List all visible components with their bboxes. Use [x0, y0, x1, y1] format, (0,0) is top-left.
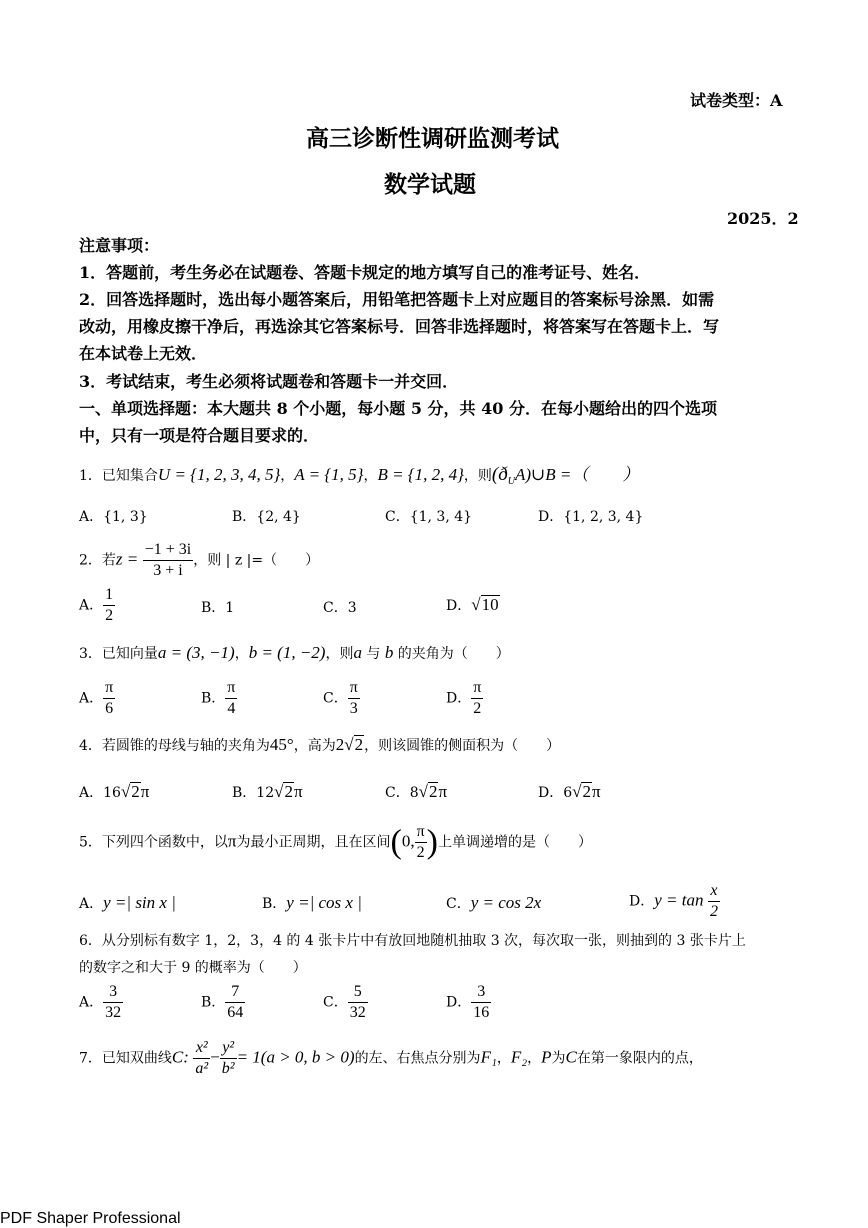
exam-subtitle: 数学试题 [384, 171, 476, 198]
q3-option-d[interactable]: D． $\frac{\pi}{2}$ [446, 679, 482, 717]
question-1: 1．已知集合U = {1, 2, 3, 4, 5}，A = {1, 5}，B = {1, 2, 4}，则$(ð_UA)\cup B$ =（ ） [79, 464, 640, 487]
q5-option-b[interactable]: B．y =| cos x | [262, 893, 362, 912]
q3-option-a[interactable]: A． $\frac{\pi}{6}$ [79, 679, 114, 717]
paper-type: 试卷类型：A [690, 91, 783, 110]
question-2: 2．若z = $\frac{-1 + 3i}{3 + i}$ ，则 | z |=（ ） [79, 541, 320, 579]
q2-option-c[interactable]: C．3 [323, 600, 357, 616]
notice-heading: 注意事项： [79, 236, 160, 255]
exam-title: 高三诊断性调研监测考试 [306, 125, 559, 152]
question-5: 5．下列四个函数中，以π为最小正周期，且在区间(0, $\frac{\pi}{2}$ )上单调递增的是（ ） [79, 823, 592, 861]
section-heading-line-2: 中，只有一项是符合题目要求的． [79, 426, 320, 445]
q5-option-c[interactable]: C．y = cos 2x [446, 893, 542, 912]
q6-option-c[interactable]: C． $\frac{5}{32}$ [323, 983, 366, 1021]
q1-option-a[interactable]: A．{1, 3} [79, 509, 148, 525]
notice-item-2-line-1: 2．回答选择题时，选出每小题答案后，用铅笔把答题卡上对应题目的答案标号涂黑．如需 [79, 290, 715, 309]
question-6-line-2: 的数字之和大于 9 的概率为（ ） [79, 960, 307, 976]
q5-option-a[interactable]: A．y =| sin x | [79, 893, 176, 912]
q6-option-a[interactable]: A． $\frac{3}{32}$ [79, 983, 122, 1021]
section-heading-line-1: 一、单项选择题：本大题共 8 个小题，每小题 5 分，共 40 分．在每小题给出的四个选项 [79, 399, 717, 418]
q2-option-b[interactable]: B．1 [201, 600, 235, 616]
q3-option-c[interactable]: C． $\frac{\pi}{3}$ [323, 679, 358, 717]
question-3: 3．已知向量a = (3, −1)，b = (1, −2)，则a 与 b 的夹角为（ ） [79, 643, 510, 662]
question-4: 4．若圆锥的母线与轴的夹角为45°，高为2√2，则该圆锥的侧面积为（ ） [79, 735, 561, 754]
notice-item-3: 3．考试结束，考生必须将试题卷和答题卡一并交回． [79, 372, 459, 391]
q1-option-c[interactable]: C．{1, 3, 4} [385, 509, 473, 525]
q2-option-d[interactable]: D．√10 [446, 595, 499, 614]
exam-date: 2025．2 [727, 209, 799, 228]
q3-option-b[interactable]: B． $\frac{\pi}{4}$ [201, 679, 236, 717]
notice-item-2-line-3: 在本试卷上无效． [79, 344, 208, 363]
pdf-watermark: PDF Shaper Professional [0, 1210, 181, 1227]
q2-fraction: $\frac{-1 + 3i}{3 + i}$ [144, 541, 192, 579]
q1-option-d[interactable]: D．{1, 2, 3, 4} [538, 509, 644, 525]
q4-option-a[interactable]: A．16√2π [79, 782, 150, 801]
notice-item-1: 1．答题前，考生务必在试题卷、答题卡规定的地方填写自己的准考证号、姓名． [79, 263, 651, 282]
notice-item-2-line-2: 改动，用橡皮擦干净后，再选涂其它答案标号．回答非选择题时，将答案写在答题卡上．写 [79, 317, 720, 336]
q6-option-d[interactable]: D． $\frac{3}{16}$ [446, 983, 490, 1021]
q4-option-d[interactable]: D．6√2π [538, 782, 601, 801]
q4-option-c[interactable]: C．8√2π [385, 782, 448, 801]
question-7: 7．已知双曲线C: $\frac{\text{x²}}{\text{a²}}$ − $\frac{\text{y²}}{\text{b²}}$ = 1(a > 0, b > 0)的左、右焦点分别为F₁，F₂，P为C在第一象限内的点， [79, 1039, 703, 1077]
question-6-line-1: 6．从分别标有数字 1，2，3，4 的 4 张卡片中有放回地随机抽取 3 次，每次取一张，则抽到的 3 张卡片上 [79, 933, 746, 949]
q1-option-b[interactable]: B．{2, 4} [232, 509, 301, 525]
q6-option-b[interactable]: B． $\frac{7}{64}$ [201, 983, 244, 1021]
q2-option-a[interactable]: A． $\frac{1}{2}$ [79, 586, 114, 624]
q4-option-b[interactable]: B．12√2π [232, 782, 303, 801]
q5-option-d[interactable]: D．y = tan $\frac{x}{2}$ [629, 882, 718, 920]
